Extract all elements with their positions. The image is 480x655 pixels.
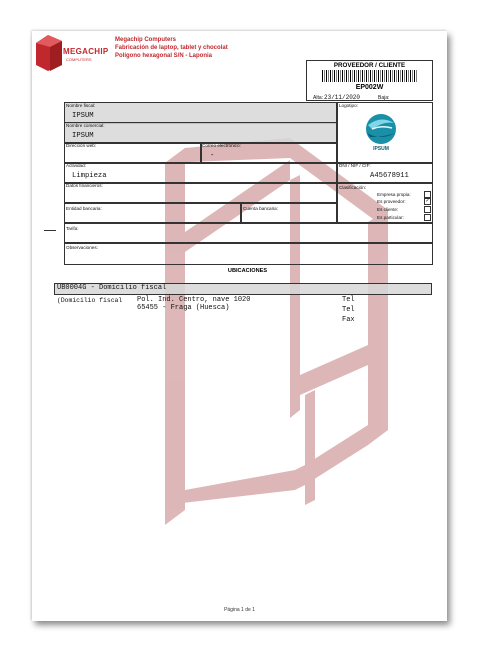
nombre-comercial-value: IPSUM [72,132,94,140]
client-logo-icon [362,111,400,149]
client-logo-text: IPSUM [373,146,389,152]
tarifa-label: Tarifa: [66,226,79,231]
dni-label: DNI / NIF / CIF: [339,163,371,168]
logo-subtext: COMPUTERS [66,57,92,62]
document-code: EP002W [355,84,384,91]
company-info [115,36,228,60]
location-address-1: Pol. Ind. Centro, nave 1020 [137,296,251,304]
company-line-2: Polígono hexagonal S/N - Laponia [115,53,213,59]
locations-title: UBICACIONES [227,268,268,274]
es-particular-checkbox[interactable] [424,214,431,221]
classification-label-0: Empresa propia: [377,192,411,197]
dni-value: A45678911 [370,172,409,180]
cuenta-label: Cuenta bancaria: [243,206,278,211]
classification-label-3: Es particular: [377,215,404,220]
actividad-label: Actividad: [66,163,86,168]
alta-label: Alta: [313,95,324,101]
location-tel-2: Tel [342,306,355,314]
nombre-comercial-label: Nombre comercial: [66,123,105,128]
nombre-fiscal-label: Nombre fiscal: [66,103,96,108]
page-number: Página 1 de 1 [224,607,255,613]
nombre-fiscal-value: IPSUM [72,112,94,120]
margin-mark [44,230,56,231]
empresa-propia-checkbox[interactable] [424,191,431,198]
datos-financieros-field [64,182,338,204]
actividad-value: Limpieza [72,172,107,180]
observaciones-label: Observaciones: [66,245,98,250]
datos-financieros-label: Datos financieros: [66,183,103,188]
location-fax: Fax [342,316,355,324]
company-name: Megachip Computers [115,37,177,43]
nombre-comercial-field [64,122,338,144]
logo-text: MEGACHIP [63,47,109,56]
es-proveedor-checkbox[interactable]: ✓ [425,198,430,204]
location-address-2: 65455 - Fraga (Huesca) [137,304,230,312]
observaciones-field [64,242,433,265]
baja-label: Baja: [378,95,390,101]
es-cliente-checkbox[interactable] [424,206,431,213]
alta-value: 23/11/2020 [324,94,361,101]
entidad-label: Entidad bancaria: [66,206,102,211]
classification-label-1: Es proveedor: [377,199,406,204]
barcode-icon [322,70,417,82]
clasificacion-label: Clasificación: [339,185,367,190]
location-tel-1: Tel [342,296,355,304]
document-type: PROVEEDOR / CLIENTE [333,62,406,69]
correo-value: - [210,152,215,160]
direccion-web-label: Dirección web: [66,143,97,148]
location-type: (Domicilio fiscal [57,297,123,304]
logotipo-label: Logotipo: [339,103,358,108]
company-line-1: Fabricación de laptop, tablet y chocolat [115,45,228,51]
nombre-fiscal-field [64,102,338,124]
tarifa-field [64,222,433,244]
correo-label: Correo electrónico: [202,143,241,148]
location-header: UB0004G - Domicilio fiscal [57,284,167,292]
classification-label-2: Es cliente: [377,207,399,212]
